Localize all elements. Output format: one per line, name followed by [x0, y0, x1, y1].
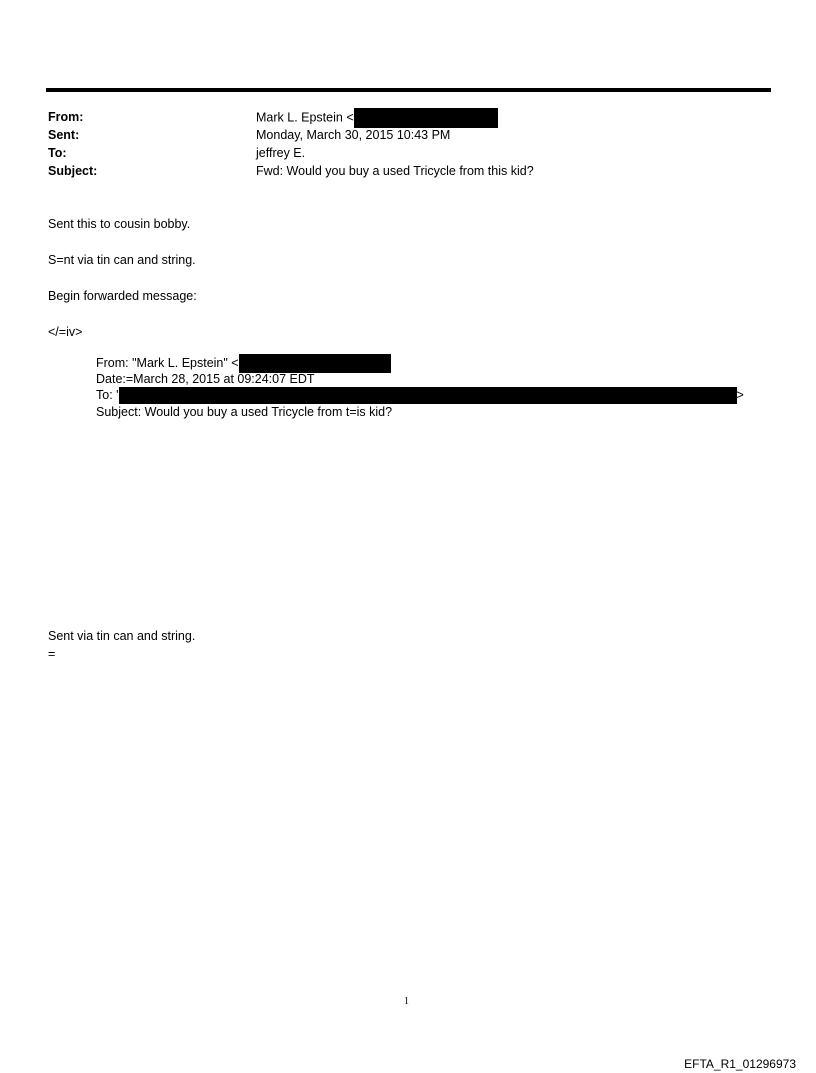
subject-value: Fwd: Would you buy a used Tricycle from this kid?: [256, 164, 534, 178]
sent-label: Sent:: [48, 128, 80, 142]
from-row: [48, 108, 534, 126]
forwarded-from: From: "Mark L. Epstein" <: [96, 355, 239, 370]
to-label: To:: [48, 146, 67, 160]
forwarded-to-row: [96, 387, 744, 404]
body-line-3: Begin forwarded message:: [48, 289, 197, 303]
body-line-1: Sent this to cousin bobby.: [48, 217, 191, 231]
body-line-4: </=iv>: [48, 325, 83, 339]
sent-row: [48, 126, 534, 144]
from-label: From:: [48, 110, 84, 124]
email-header: [48, 108, 534, 180]
body-line-2: S=nt via tin can and string.: [48, 253, 196, 267]
forwarded-header: [96, 354, 744, 420]
document-id: EFTA_R1_01296973: [684, 1057, 796, 1071]
page-number: 1: [404, 996, 409, 1007]
redaction-box: [354, 108, 498, 128]
subject-row: [48, 162, 534, 180]
to-value: jeffrey E.: [256, 146, 306, 160]
signature-line: Sent via tin can and string.: [48, 629, 196, 643]
from-value: [256, 108, 498, 126]
sent-value: Monday, March 30, 2015 10:43 PM: [256, 128, 451, 142]
to-row: [48, 144, 534, 162]
equals-line: =: [48, 647, 56, 661]
forwarded-to-tail: >: [736, 388, 744, 402]
subject-label: Subject:: [48, 164, 98, 178]
from-sender: Mark L. Epstein <: [256, 110, 354, 125]
forwarded-to: To: ': [96, 388, 119, 402]
forwarded-subject: Subject: Would you buy a used Tricycle from t=is kid?: [96, 404, 393, 419]
forwarded-from-row: [96, 354, 744, 371]
redaction-box: [119, 387, 737, 404]
forwarded-date: Date:=March 28, 2015 at 09:24:07 EDT: [96, 371, 315, 386]
header-rule: [46, 88, 771, 92]
